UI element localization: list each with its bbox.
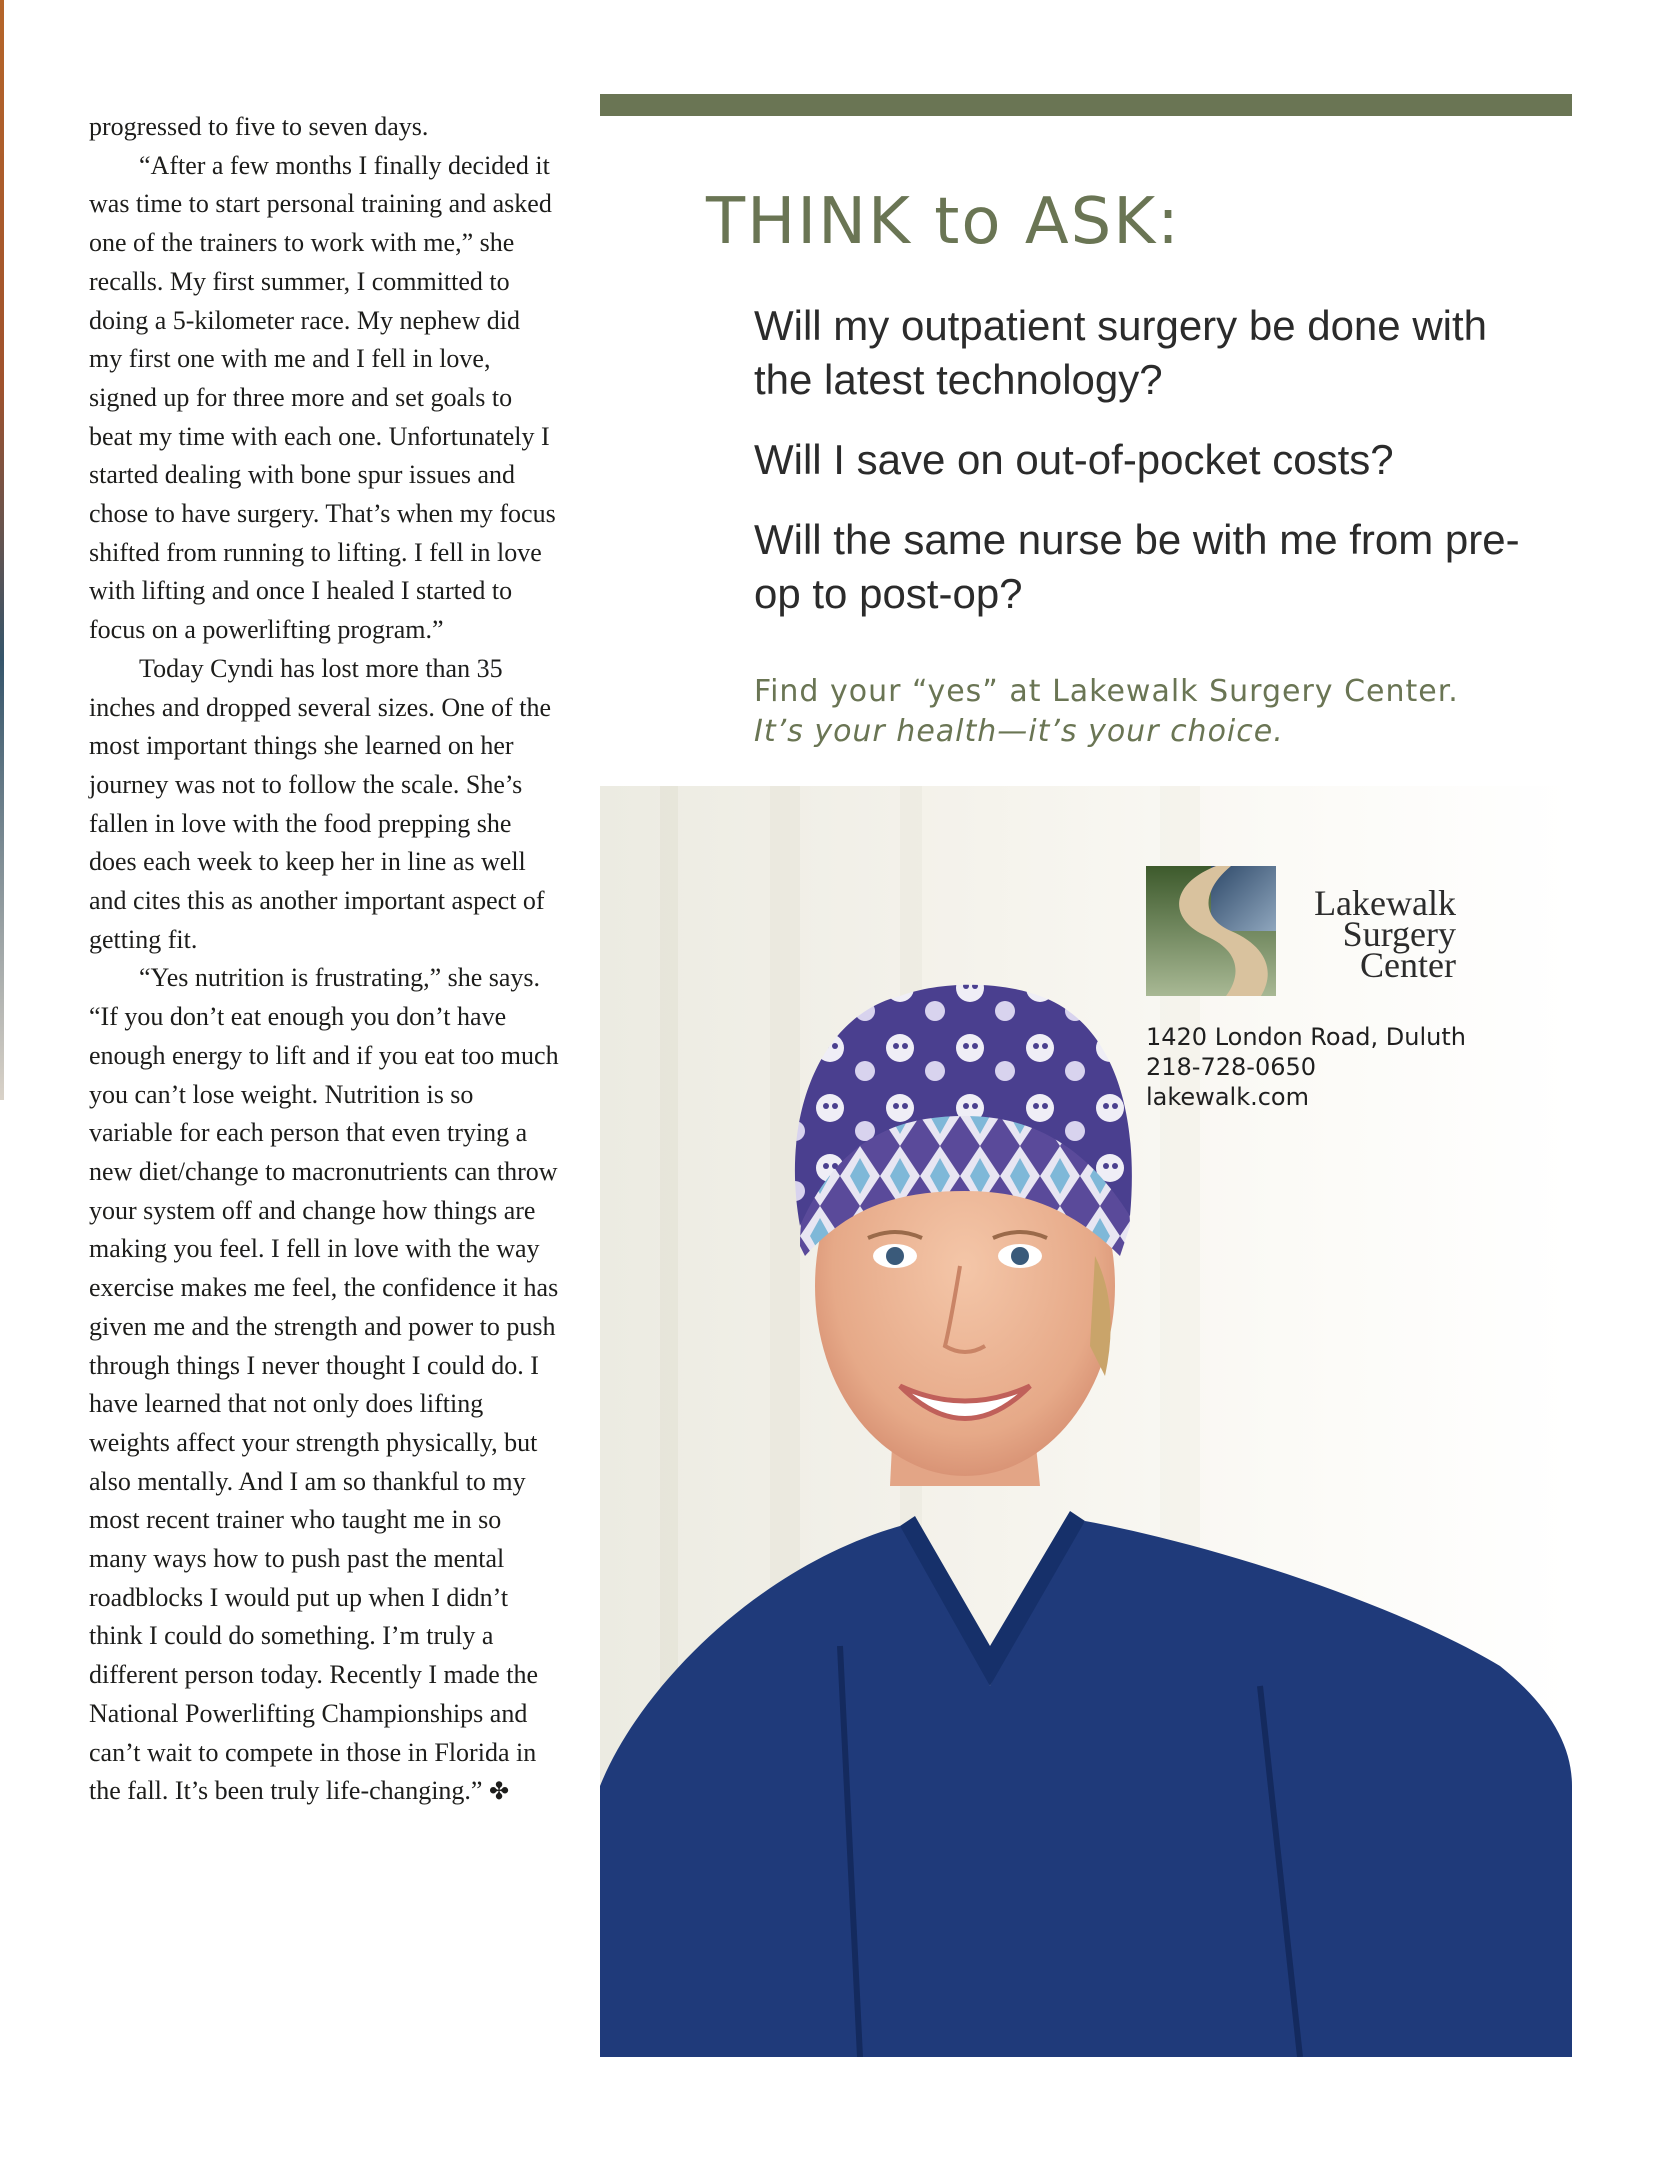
lakewalk-logo-icon xyxy=(1146,866,1276,996)
contact-block xyxy=(1146,1022,1466,1112)
ad-headline: THINK to ASK: xyxy=(706,185,1181,259)
article-paragraph-1: progressed to five to seven days. xyxy=(89,112,429,141)
ad-call-to-action xyxy=(754,672,1554,752)
ad-question-2: Will I save on out-of-pocket costs? xyxy=(754,436,1394,483)
logo-line-1: Lakewalk xyxy=(1314,883,1456,923)
cta-line-1: Find your “yes” at Lakewalk Surgery Center. xyxy=(754,674,1459,709)
page-edge-strip xyxy=(0,0,4,1100)
contact-website[interactable]: lakewalk.com xyxy=(1146,1083,1309,1111)
ad-top-bar xyxy=(600,94,1572,116)
end-mark-icon: ✤ xyxy=(488,1779,510,1806)
lakewalk-advertisement xyxy=(600,94,1572,2057)
logo-line-3: Center xyxy=(1360,945,1456,985)
ad-question-1: Will my outpatient surgery be done with the latest technology? xyxy=(754,302,1488,403)
article-paragraph-4 xyxy=(89,959,559,1811)
article-paragraph-3: Today Cyndi has lost more than 35 inches and dropped several sizes. One of the most important things she learned on her journey was not to follow the scale. She’s fallen in love with the food prepping she does each week to keep her in line as well and cites this as another important aspect of getting fit. xyxy=(89,653,552,954)
cta-line-2: It’s your health—it’s your choice. xyxy=(754,714,1284,749)
logo-line-2: Surgery xyxy=(1342,914,1456,954)
nurse-photo xyxy=(600,786,1572,2057)
article-column xyxy=(89,108,559,1812)
lakewalk-logo-wordmark xyxy=(1314,883,1456,985)
lakewalk-logo xyxy=(1146,866,1466,996)
contact-phone: 218-728-0650 xyxy=(1146,1053,1317,1081)
ad-question-list xyxy=(754,299,1534,647)
contact-address: 1420 London Road, Duluth xyxy=(1146,1023,1466,1051)
article-paragraph-4-text: “Yes nutrition is frustrating,” she says. “If you don’t eat enough you don’t have enough energy to lift and if you eat too much you can’t lose weight. Nutrition is so variable for each person that even trying a new diet/change to macronutrients can throw your system off and change how things are making you feel. I fell in love with the way exercise makes me feel, the confidence it has given me and the strength and power to push through things I never thought I could do. I have learned that not only does lifting weights affect your strength physically, but also mentally. And I am so thankful to my most recent trainer who taught me in so many ways how to push past the mental roadblocks I would put up when I didn’t think I could do something. I’m truly a different person today. Recently I made the National Powerlifting Championships and can’t wait to compete in those in Florida in the fall. It’s been truly life-changing.” xyxy=(89,963,559,1806)
ad-question-3: Will the same nurse be with me from pre-op to post-op? xyxy=(754,516,1520,617)
article-paragraph-2: “After a few months I finally decided it was time to start personal training and asked one of the trainers to work with me,” she recalls. My first summer, I committed to doing a 5-kilometer race. My nephew did my first one with me and I fell in love, signed up for three more and set goals to beat my time with each one. Unfortunately I started dealing with bone spur issues and chose to have surgery. That’s when my focus shifted from running to lifting. I fell in love with lifting and once I healed I started to focus on a powerlifting program.” xyxy=(89,150,556,645)
